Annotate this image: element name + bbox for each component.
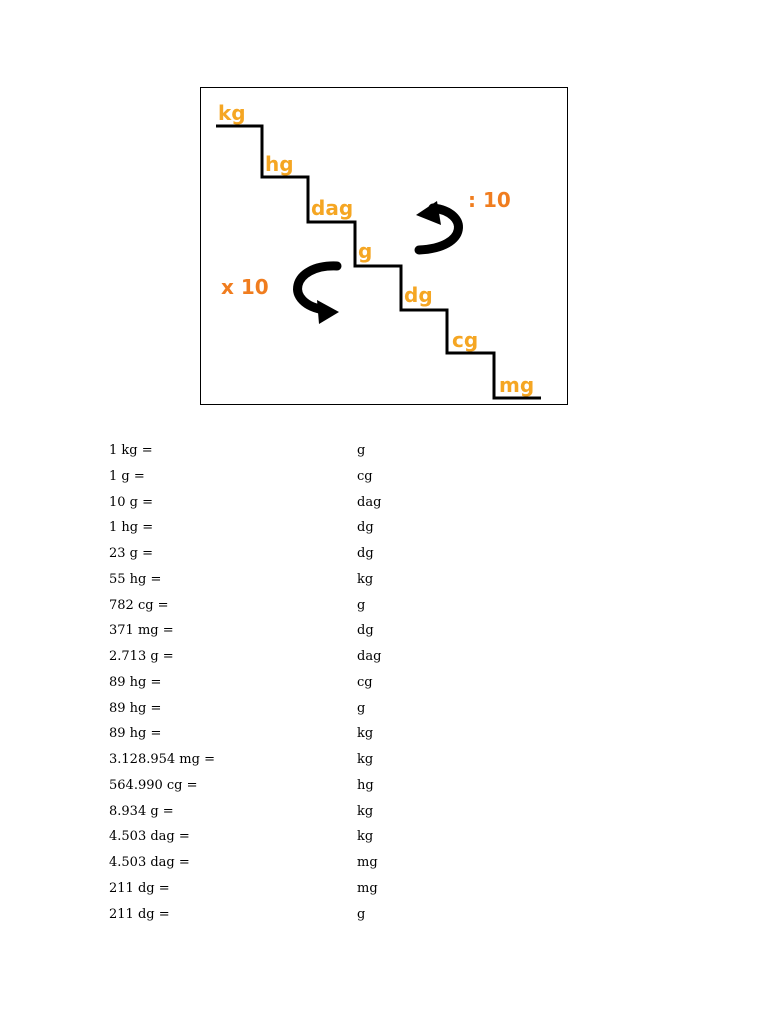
curved-arrow-down-right-icon <box>298 266 339 324</box>
exercise-row <box>109 618 669 644</box>
exercise-row <box>109 721 669 747</box>
exercise-expression: 2.713 g = <box>109 649 174 664</box>
exercise-target-unit: g <box>357 597 366 613</box>
exercise-row <box>109 541 669 567</box>
exercise-target-unit: kg <box>357 726 374 742</box>
exercise-row <box>109 696 669 722</box>
exercise-row <box>109 567 669 593</box>
exercise-target-unit: dg <box>357 546 374 561</box>
exercise-row <box>109 438 669 464</box>
exercise-expression: 8.934 g = <box>109 803 174 819</box>
exercise-expression: 1 g = <box>109 468 145 484</box>
divide-by-ten-label: : 10 <box>468 188 511 212</box>
exercise-row <box>109 773 669 799</box>
conversion-exercise-list <box>109 438 669 927</box>
step-label-dg: dg <box>404 283 433 307</box>
exercise-target-unit: g <box>357 443 366 458</box>
exercise-target-unit: dag <box>357 494 382 510</box>
exercise-target-unit: dg <box>357 520 374 536</box>
exercise-row <box>109 850 669 876</box>
exercise-target-unit: g <box>357 700 366 716</box>
exercise-expression: 1 hg = <box>109 520 154 536</box>
exercise-expression: 4.503 dag = <box>109 829 190 845</box>
exercise-expression: 782 cg = <box>109 597 169 613</box>
exercise-expression: 89 hg = <box>109 700 162 716</box>
staircase-graphic <box>201 88 569 406</box>
exercise-expression: 89 hg = <box>109 674 162 690</box>
exercise-row <box>109 876 669 902</box>
exercise-target-unit: kg <box>357 752 374 767</box>
exercise-target-unit: kg <box>357 803 374 819</box>
exercise-row <box>109 644 669 670</box>
exercise-expression: 1 kg = <box>109 443 153 458</box>
exercise-row <box>109 824 669 850</box>
step-label-g: g <box>358 239 373 263</box>
step-label-mg: mg <box>499 373 535 397</box>
step-label-kg: kg <box>218 101 246 125</box>
exercise-target-unit: mg <box>357 880 378 896</box>
exercise-target-unit: mg <box>357 855 378 870</box>
step-label-cg: cg <box>452 328 479 352</box>
exercise-expression: 55 hg = <box>109 571 162 587</box>
exercise-expression: 23 g = <box>109 546 154 561</box>
step-label-hg: hg <box>265 152 294 176</box>
exercise-row <box>109 515 669 541</box>
exercise-row <box>109 799 669 825</box>
exercise-target-unit: kg <box>357 571 374 587</box>
exercise-expression: 10 g = <box>109 494 154 510</box>
exercise-target-unit: cg <box>357 674 373 690</box>
exercise-expression: 564.990 cg = <box>109 777 198 793</box>
exercise-target-unit: cg <box>357 468 373 484</box>
exercise-target-unit: kg <box>357 829 374 845</box>
exercise-row <box>109 593 669 619</box>
curved-arrow-up-left-icon <box>416 201 458 250</box>
exercise-row <box>109 464 669 490</box>
exercise-expression: 371 mg = <box>109 623 174 639</box>
exercise-row <box>109 747 669 773</box>
exercise-row <box>109 902 669 928</box>
exercise-expression: 89 hg = <box>109 726 162 742</box>
unit-staircase-diagram <box>200 87 568 405</box>
exercise-expression: 211 dg = <box>109 880 170 896</box>
exercise-target-unit: g <box>357 906 366 922</box>
exercise-expression: 3.128.954 mg = <box>109 752 215 767</box>
exercise-row <box>109 670 669 696</box>
exercise-target-unit: hg <box>357 777 374 793</box>
exercise-target-unit: dg <box>357 623 374 639</box>
multiply-by-ten-label: x 10 <box>221 275 269 299</box>
exercise-target-unit: dag <box>357 649 382 664</box>
step-label-dag: dag <box>311 196 354 220</box>
exercise-expression: 4.503 dag = <box>109 855 190 870</box>
exercise-row <box>109 490 669 516</box>
exercise-expression: 211 dg = <box>109 906 170 922</box>
